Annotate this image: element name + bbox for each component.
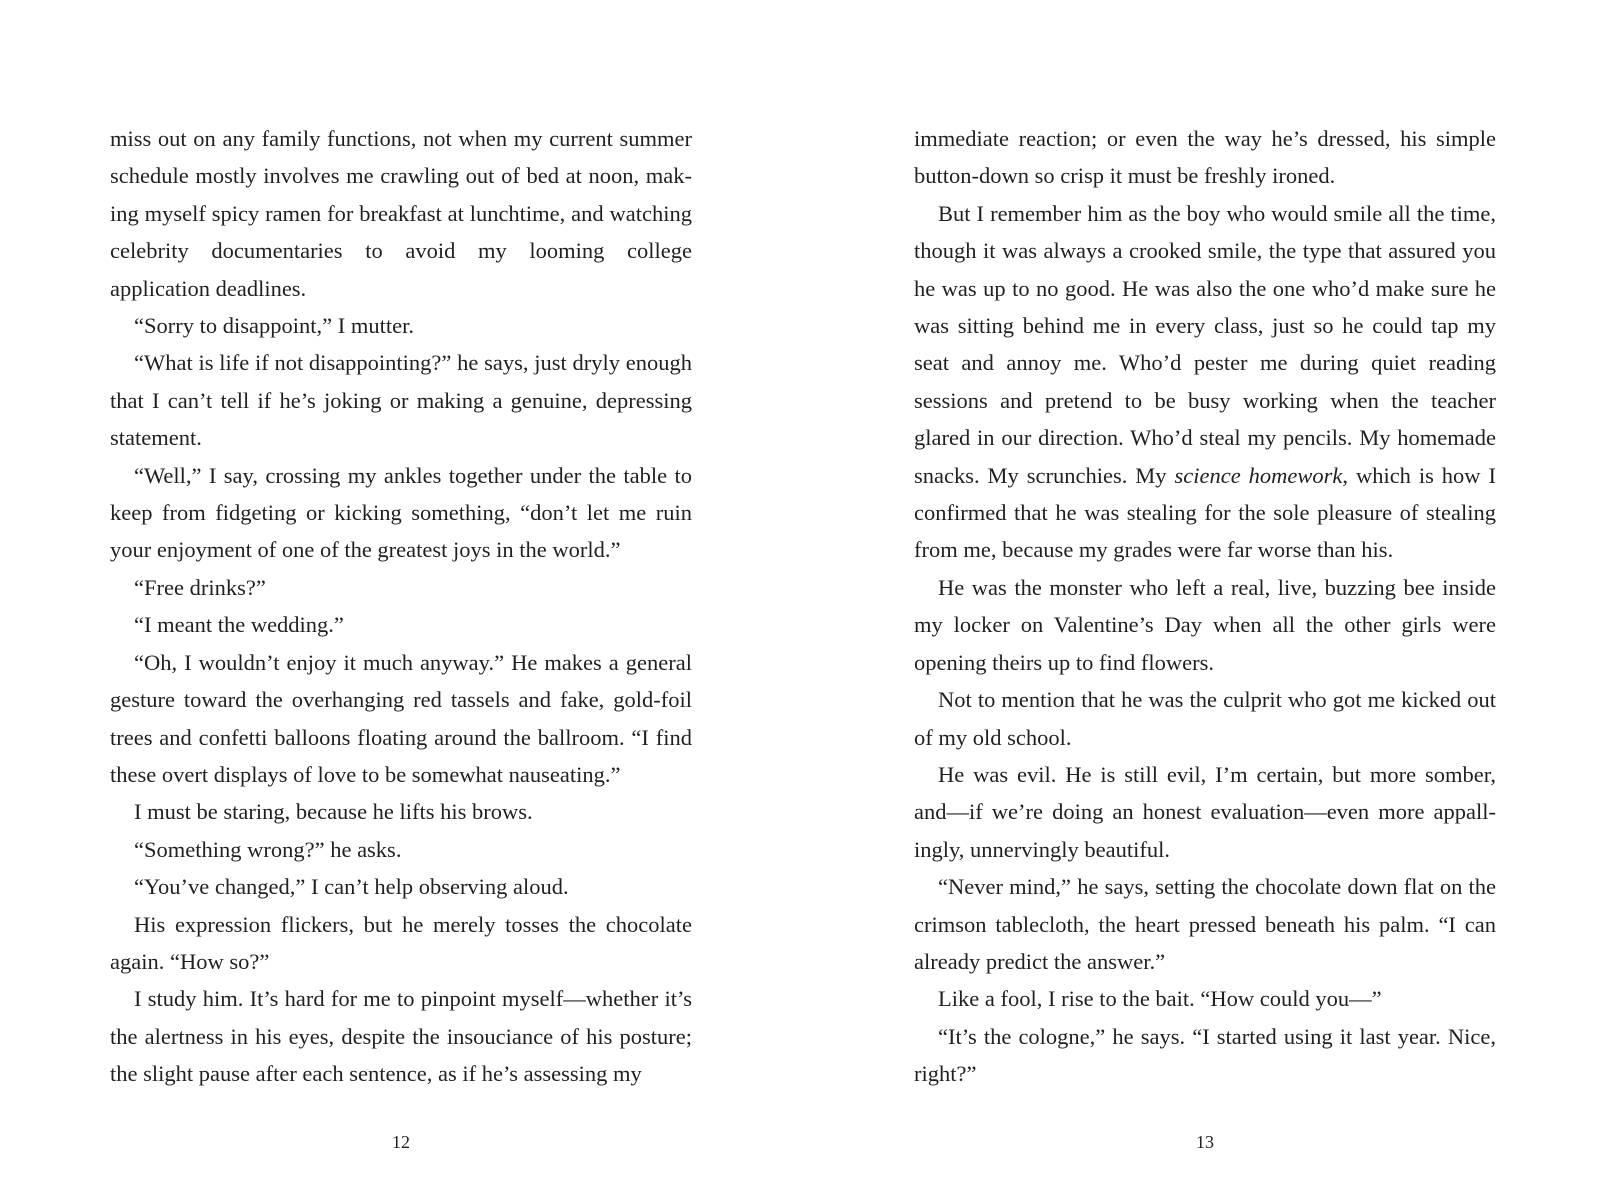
left-page [110,120,692,1093]
paragraph: “I meant the wedding.” [134,612,344,638]
paragraph: “Free drinks?” [134,574,266,600]
page-number-right: 13 [1196,1132,1214,1152]
paragraph: immediate reaction; or even the way he’s dressed, his simple button-down so crisp it must be freshly ironed. [914,126,1496,189]
left-page-text [110,120,692,1093]
paragraph: “Sorry to disappoint,” I mutter. [134,313,414,339]
italic-phrase: science homework [1174,462,1343,488]
paragraph: Like a fool, I rise to the bait. “How could you—” [938,986,1382,1012]
paragraph: “Well,” I say, crossing my ankles together under the table to keep from fidgeting or kicking something, “don’t let me ruin your enjoyment of one of the greatest joys in the world.” [110,462,692,563]
paragraph: His expression flickers, but he merely tosses the chocolate again. “How so?” [110,911,692,974]
paragraph: I must be staring, because he lifts his brows. [134,799,533,825]
paragraph: “Never mind,” he says, setting the chocolate down flat on the crimson tablecloth, the heart pressed beneath his palm. “I can already predict the answer.” [914,874,1496,974]
paragraph: “What is life if not disappointing?” he says, just dryly enough that I can’t tell if he’s joking or making a genuine, depressing statement. [110,350,692,451]
paragraph: “It’s the cologne,” he says. “I started using it last year. Nice, right?” [914,1023,1496,1087]
page-number-left: 12 [392,1132,410,1152]
paragraph: Not to mention that he was the culprit who got me kicked out of my old school. [914,687,1496,750]
right-page-text [914,120,1496,1093]
paragraph: “Something wrong?” he asks. [134,836,402,862]
paragraph: “Oh, I wouldn’t enjoy it much anyway.” He makes a general gesture toward the overhanging red tassels and fake, gold-foil trees and confetti balloons floating around the ballroom. “I find these overt displays of love to be somewhat nauseating.” [110,649,692,787]
paragraph: He was the monster who left a real, live, buzzing bee inside my locker on Valentine’s Day when all the other girls were opening theirs up to find flowers. [914,574,1496,675]
paragraph: miss out on any family functions, not when my current summer schedule mostly involves me crawling out of bed at noon, making myself spicy ramen for breakfast at lunchtime, and watching celebrity documentaries to avoid my looming college application deadlines. [110,126,692,301]
paragraph: “You’ve changed,” I can’t help observing aloud. [134,874,569,900]
paragraph: But I remember him as the boy who would smile all the time, though it was always a crooked smile, the type that assured you he was up to no good. He was also the one who’d make sure he was sitting behind me in every class, just so he could tap my seat and annoy me. Who’d pester me during quiet reading sessions and pretend to be busy working when the teacher glared in our direction. Who’d steal my pencils. My homemade snacks. My scrunchies. My science homework, which is how I confirmed that he was stealing for the sole pleasure of stealing from me, because my grades were far worse than his. [914,200,1496,563]
paragraph: I study him. It’s hard for me to pinpoint myself—whether it’s the alertness in his eyes, despite the insouciance of his posture; the slight pause after each sentence, as if he’s assessing my [110,986,692,1087]
paragraph: He was evil. He is still evil, I’m certain, but more somber, and—if we’re doing an honest evaluation—even more appallingly, unnervingly beautiful. [914,761,1496,862]
right-page [914,120,1496,1093]
